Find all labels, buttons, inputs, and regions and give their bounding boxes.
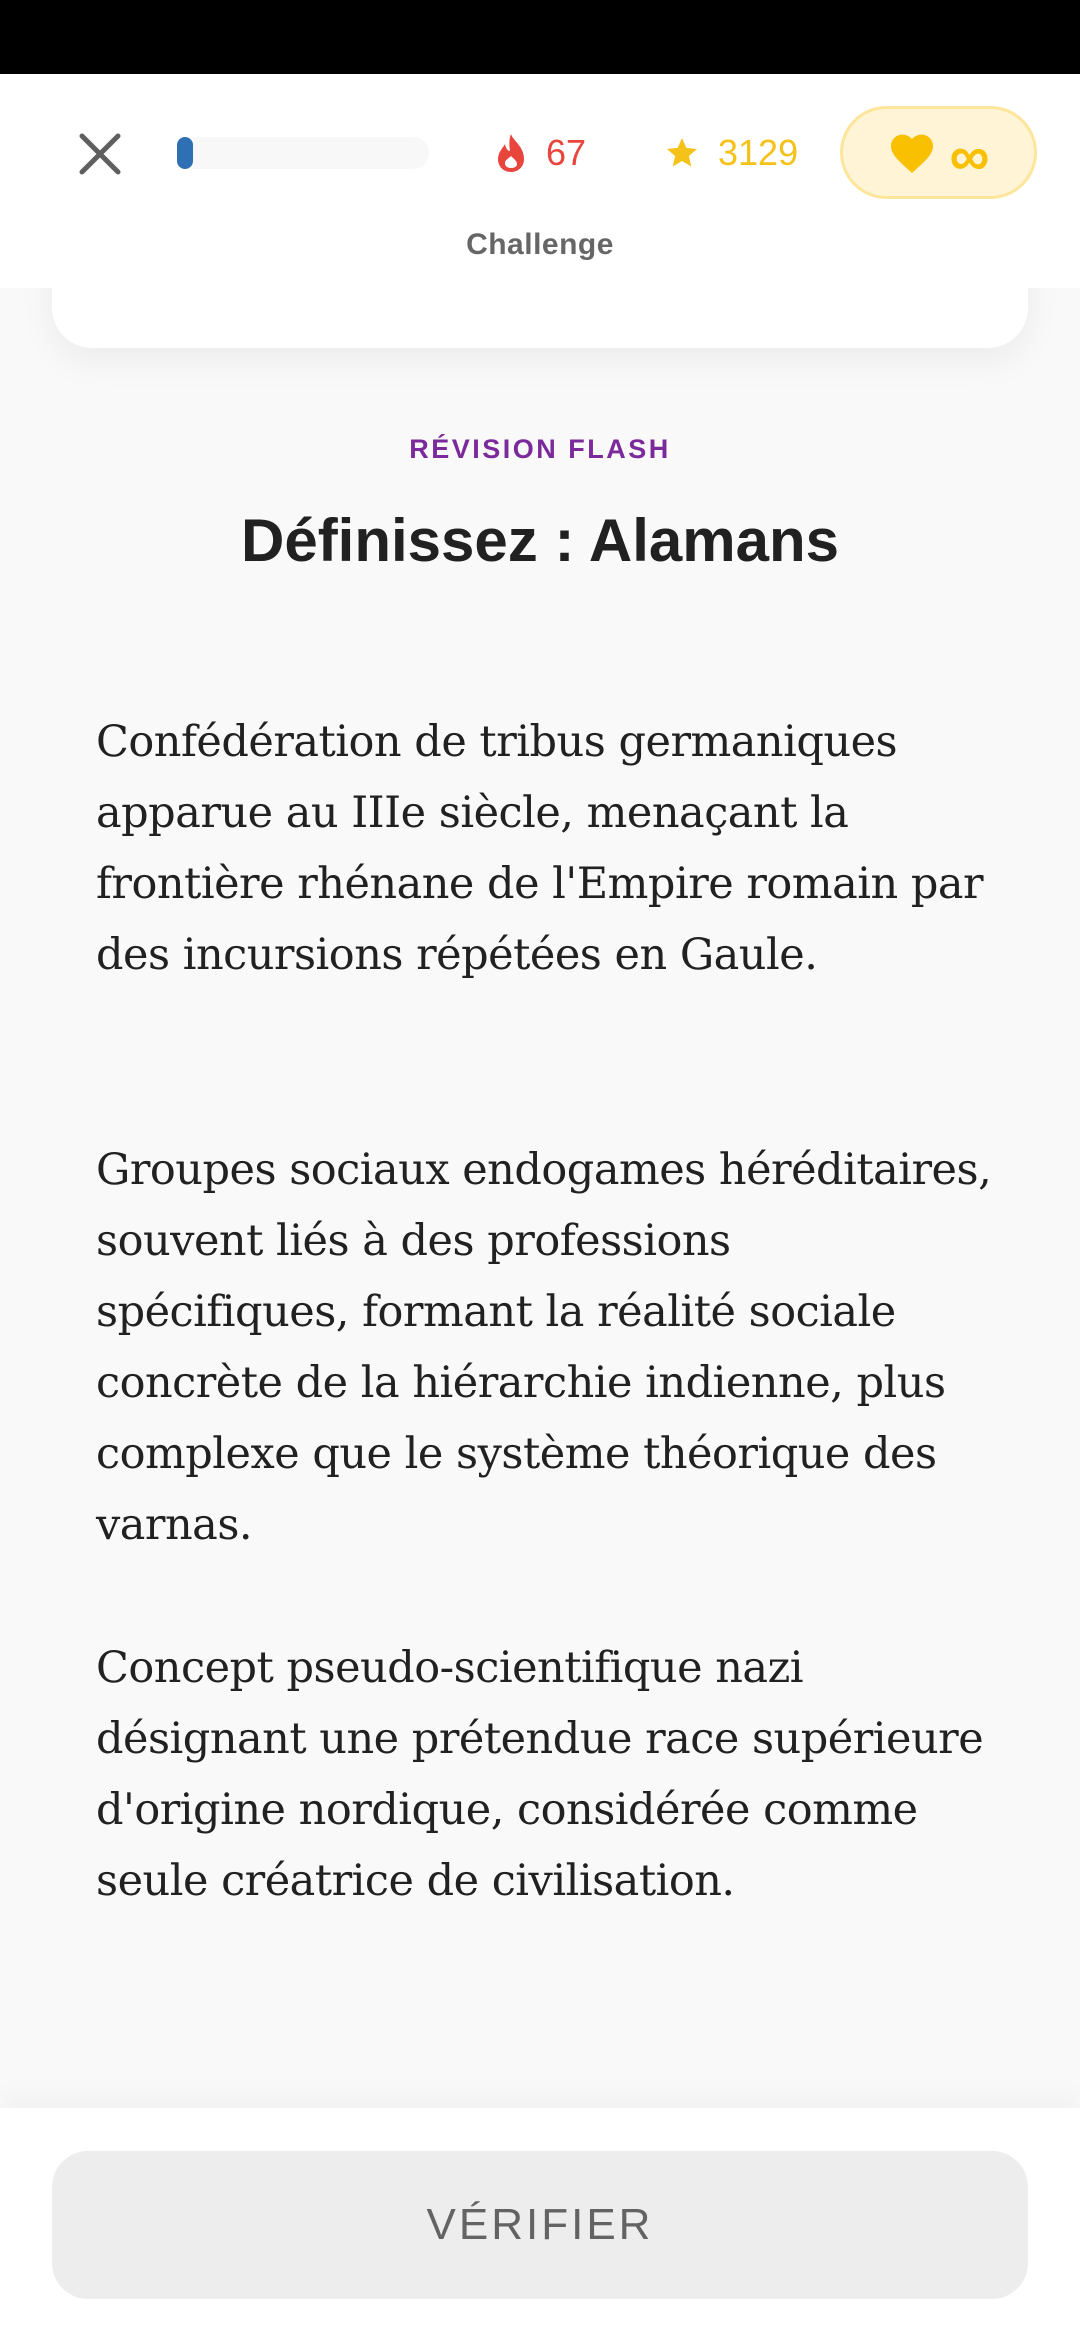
- star-icon: [664, 135, 700, 171]
- progress-bar: [177, 137, 429, 169]
- stars-counter: [664, 128, 798, 178]
- progress-fill: [177, 137, 193, 169]
- streak-value: 67: [546, 132, 587, 173]
- lives-value: ∞: [949, 123, 990, 187]
- mode-label: Challenge: [466, 228, 614, 261]
- answer-option-1[interactable]: Confédération de tribus germaniques apparue au IIIe siècle, menaçant la frontière rhénane de l'Empire romain par des incursions répétées en Gaule.: [96, 717, 984, 980]
- streak-counter: [494, 128, 586, 178]
- stars-value: 3129: [718, 132, 799, 173]
- close-icon: [77, 131, 123, 177]
- status-bar: [0, 0, 1080, 74]
- question-kicker: RÉVISION FLASH: [409, 434, 671, 464]
- answer-option-2[interactable]: Groupes sociaux endogames héréditaires, souvent liés à des professions spécifiques, formant la réalité sociale concrète de la hiérarchie indienne, plus complexe que le système théorique des varnas.: [96, 1145, 992, 1550]
- lives-badge[interactable]: [840, 106, 1037, 199]
- verify-button[interactable]: VÉRIFIER: [52, 2151, 1028, 2299]
- heart-icon: [888, 131, 936, 175]
- footer: [0, 2108, 1080, 2340]
- flame-icon: [494, 132, 528, 174]
- answer-option-3[interactable]: Concept pseudo-scientifique nazi désignant une prétendue race supérieure d'origine nordique, considérée comme seule créatrice de civilisation.: [96, 1643, 984, 1906]
- question-title: Définissez : Alamans: [241, 507, 839, 574]
- close-button[interactable]: [70, 124, 130, 184]
